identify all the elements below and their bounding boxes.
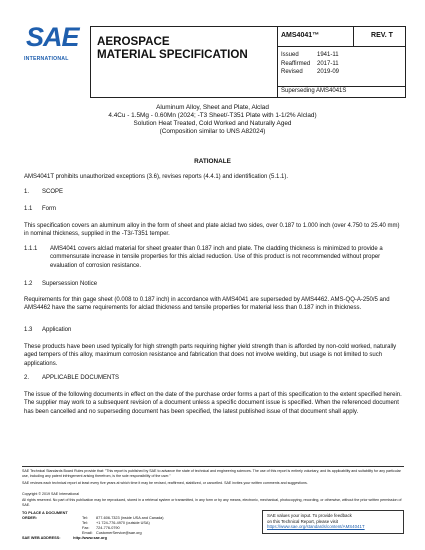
revision: REV. T [371,32,393,39]
date-reaffirmed: Reaffirmed 2017-11 [281,60,339,67]
web-address: SAE WEB ADDRESS: http://www.sae.org [22,536,107,540]
section-1-1-text: This specification covers an aluminum alloy in the form of sheet and plate alclad two sides, over 0.187 to 1.000 inch (over 4.750 to 25.40 mm) in nominal thickness, supplied in the -T3/-T351 temper. [24,223,400,238]
section-1-1-heading: 1.1 Form [24,206,56,212]
section-1-3-heading: 1.3 Application [24,327,72,333]
sae-logo [22,22,78,70]
order-contact: TO PLACE A DOCUMENT ORDER: Tel: 877-606-7323 (inside USA and Canada) Tel: +1 724-776-4970 (outside USA) Fax: 724-776-0790 Email: CustomerService@sae.org [22,511,164,535]
date-issued: Issued 1941-11 [281,52,339,58]
date-list [281,51,339,77]
document-number: AMS4041™ [281,32,320,39]
date-revised: Revised 2019-09 [281,69,340,75]
section-1-2-heading: 1.2 Supersession Notice [24,281,98,287]
document-header [22,22,406,98]
rationale-text: AMS4041T prohibits unauthorized exceptions (3.6), revises reports (4.4.1) and identification (5.1.1). [24,174,289,180]
logo-subtitle: INTERNATIONAL [24,56,69,62]
logo-word: SAE [26,22,79,52]
rationale-heading: RATIONALE [194,158,231,165]
footer-review-text: SAE reviews each technical report at least every five years at which time it may be revised, reaffirmed, stabilized, or cancelled. SAE invites your written comments and suggestions. [22,481,308,485]
section-1-3-text: These products have been used typically for high strength parts requiring higher yield strength than is afforded by non-cold worked, naturally aged tempers of this alloy, maximum corrosion resistance and fabrication that does not involve welding, but usage is not limited to such applications. [24,344,397,367]
section-2-text: The issue of the following documents in effect on the date of the purchase order forms a part of this specification to the extent specified herein. The supplier may work to a subsequent revision of a document unless a specific document issue is specified. When the referenced document has been cancelled and no superseding document has been specified, the latest published issue of that document shall apply. [24,392,402,415]
footer-divider [22,466,404,467]
footer-copyright: Copyright © 2019 SAE International [22,492,79,496]
web-link[interactable]: http://www.sae.org [73,536,107,540]
material-title: Aluminum Alloy, Sheet and Plate, Alclad 4.4Cu - 1.5Mg - 0.60Mn (2024; -T3 Sheet/-T351 Plate with 1-1/2% Alclad) Solution Heat Treated, Cold Worked and Naturally Aged (Composition similar to UNS A82024) [108,104,317,135]
spec-header-box [90,26,406,98]
document-page: SAE INTERNATIONAL AEROSPACE MATERIAL SPECIFICATION AMS4041™ REV. T Issued 1941-11 Reaffirmed 2017-11 Revised 2019-09 Superseding AMS4041S Aluminum Alloy, Sheet and Plate, Alclad 4.4Cu - 1.5Mg - 0.60Mn (2024; -T3 Sheet/-T351 Plate with 1-1/2% Alclad) Solution Heat Treated, Cold Worked and Naturally Aged (Composition similar to UNS A82024) RATIONALE AMS4041T prohibits unauthorized exceptions (3.6), revises reports (4.4.1) and identification (5.1.1). 1. SCOPE 1.1 Form This specification covers an aluminum alloy in the form of sheet and plate alclad two sides, over 0.187 to 1.000 inch (over 4.750 to 25.40 mm) in nominal thickness, supplied in the -T3/-T351 temper. 1.1.1 AMS4041 covers alclad material for sheet greater than 0.187 inch and plate. The cladding thickness is minimized to provide a commensurate increase in tensile properties for this alclad reduction. Use of this product is not recommended without proper evaluation of corrosion resistance. 1.2 Supersession Notice Requirements for thin gage sheet (0.008 to 0.187 inch) in accordance with AMS4041 are superseded by AMS4462. AMS-QQ-A-250/5 and AMS4462 have the same requirements for alclad thickness and tensile properties for material less than 0.187 inch in thickness. 1.3 Application These products have been used typically for high strength parts requiring higher yield strength than is afforded by non-cold worked, naturally aged tempers of this alloy, maximum corrosion resistance and fabrication that does not involve welding, but usage is not limited to such applications. 2. APPLICABLE DOCUMENTS The issue of the following documents in effect on the date of the purchase order forms a part of this specification to the extent specified herein. The supplier may work to a subsequent revision of a document unless a specific document issue is specified. When the referenced document has been cancelled and no superseding document has been specified, the latest published issue of that document shall apply. SAE Technical Standards Board Rules provide that: "This report is published by SAE to advance the state of technical and engineering sciences. The use of this report is entirely voluntary, and its applicability and suitability for any particular use, including any patent infringement arising therefrom, is the sole responsibility of the user." SAE reviews each technical report at least every five years at which time it may be revised, reaffirmed, stabilized, or cancelled. SAE invites your written comments and suggestions. Copyright © 2019 SAE International All rights reserved. No part of this publication may be reproduced, stored in a retrieval system or transmitted, in any form or by any means, electronic, mechanical, photocopying, recording, or otherwise, without the prior written permission of SAE. TO PLACE A DOCUMENT ORDER: Tel: 877-606-7323 (inside USA and Canada) Tel: +1 724-776-4970 (outside USA) Fax: 724-776-0790 Email: CustomerService@sae.org SAE values your input. To provide feedback on this Technical Report, please visit https://www.sae.org/standards/content/AMS4041T SAE WEB ADDRESS: http://www.sae.org [0,0,425,550]
section-1-heading: 1. SCOPE [24,189,64,195]
footer-rights-text: All rights reserved. No part of this publication may be reproduced, stored in a retrieval system or transmitted, in any form or by any means, electronic, mechanical, photocopying, recording, or otherwise, without the prior written permission of SAE. [22,498,402,507]
footer-rules-text: SAE Technical Standards Board Rules provide that: "This report is published by SAE to advance the state of technical and engineering sciences. The use of this report is entirely voluntary, and its applicability and suitability for any particular use, including any patent infringement arising therefrom, is the sole responsibility of the user." [22,469,401,478]
section-1-2-text: Requirements for thin gage sheet (0.008 to 0.187 inch) in accordance with AMS4041 are superseded by AMS4462. AMS-QQ-A-250/5 and AMS4462 have the same requirements for alclad thickness and tensile properties for material less than 0.187 inch in thickness. [24,297,390,312]
section-2-heading: 2. APPLICABLE DOCUMENTS [24,375,120,381]
feedback-box: SAE values your input. To provide feedback on this Technical Report, please visit https://www.sae.org/standards/content/AMS4041T [262,510,404,534]
superseding-note: Superseding AMS4041S [281,88,347,94]
order-email-link[interactable]: CustomerService@sae.org [96,531,142,535]
spec-title: AEROSPACE MATERIAL SPECIFICATION [97,35,248,61]
feedback-link[interactable]: https://www.sae.org/standards/content/AMS4041T [267,524,365,530]
